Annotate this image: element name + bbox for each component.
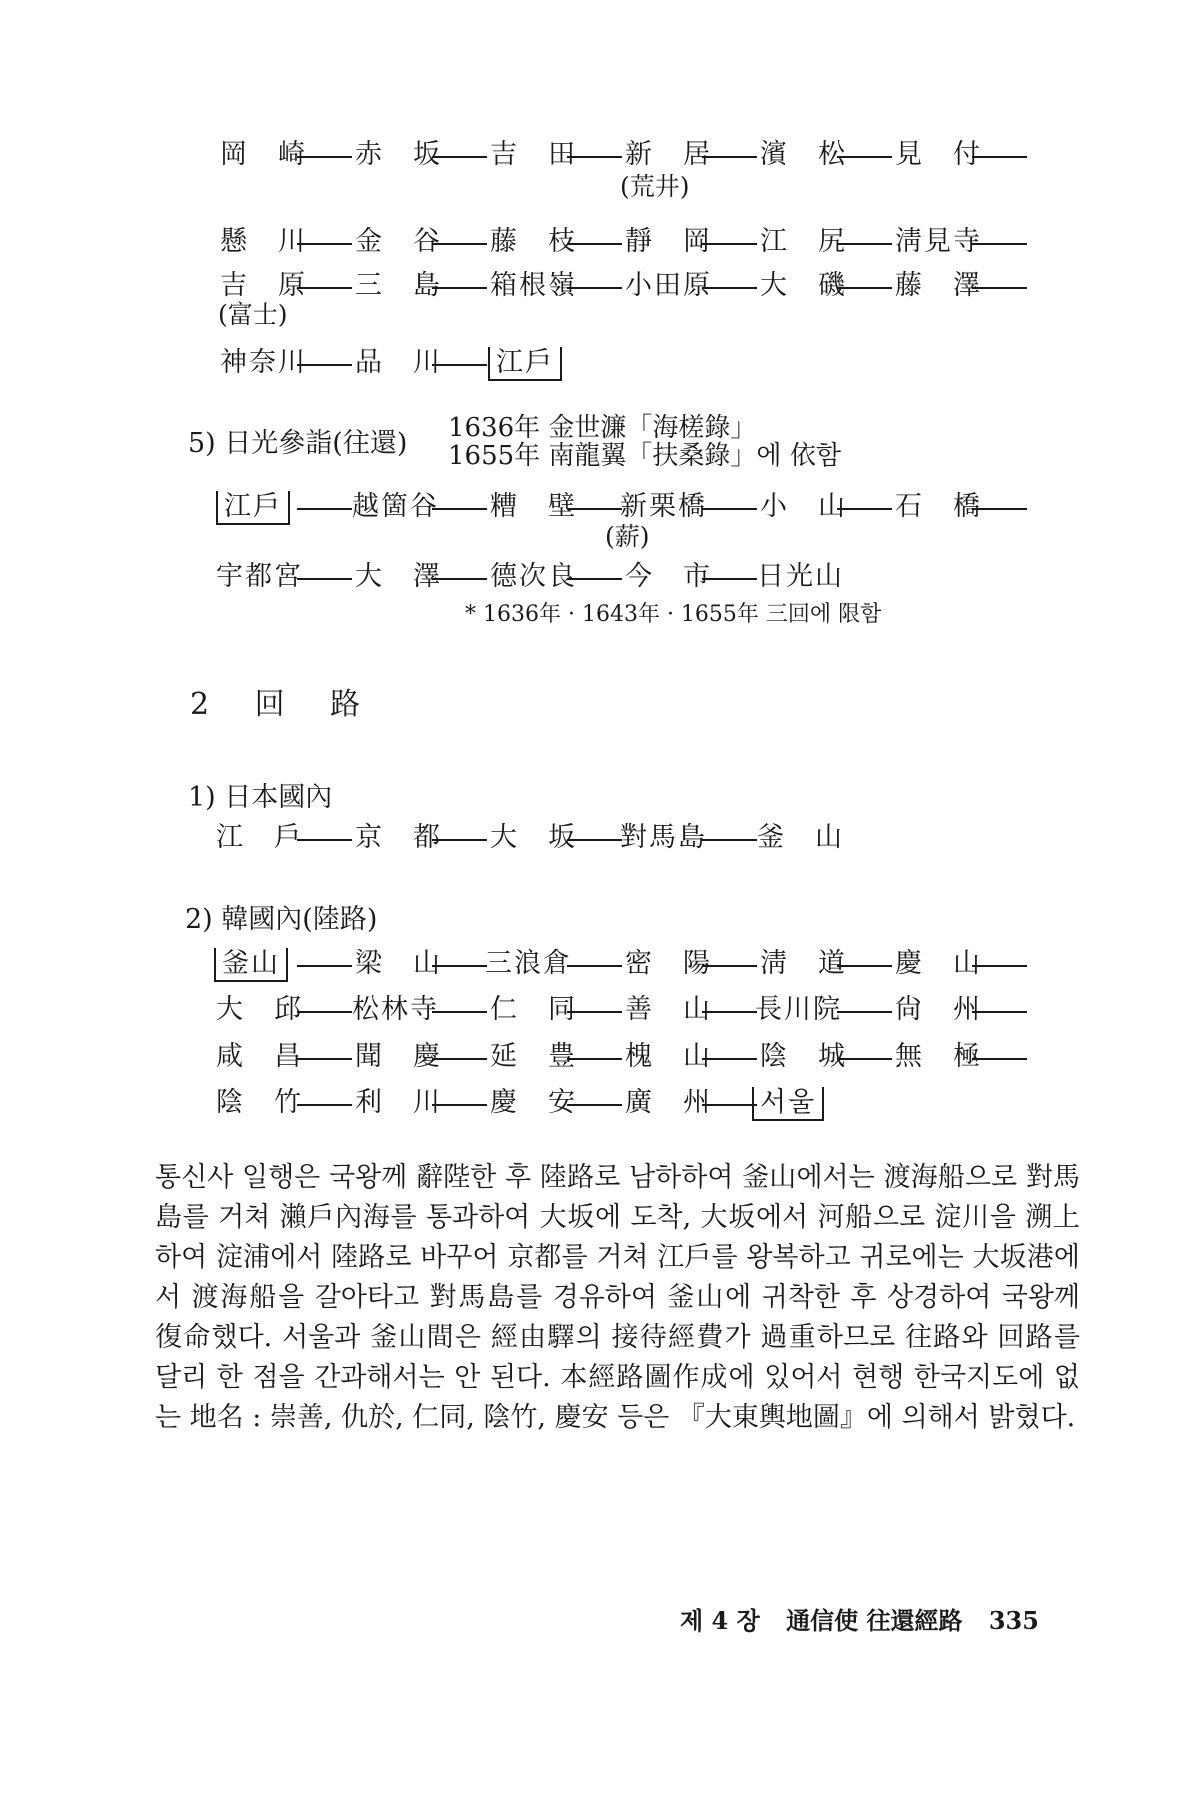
- place-name: 密 陽: [625, 948, 712, 979]
- route-dash: [567, 156, 622, 158]
- place-name: 越箇谷: [352, 491, 439, 522]
- place-name: 小田原: [625, 270, 712, 301]
- route-dash: [567, 1104, 622, 1106]
- route-dash: [567, 578, 622, 580]
- place-name: 吉 原: [220, 270, 307, 301]
- route-dash: [567, 965, 622, 967]
- route-line: [0, 266, 1200, 306]
- route-dash: [567, 839, 622, 841]
- route-dash: [297, 508, 352, 510]
- place-name: 藤 澤: [895, 270, 982, 301]
- route-line: [0, 222, 1200, 262]
- route-dash: [567, 1058, 622, 1060]
- place-name: 懸 川: [220, 226, 307, 257]
- route-dash: [432, 1011, 487, 1013]
- place-name: 京 都: [355, 822, 442, 853]
- route-dash: [432, 287, 487, 289]
- footnote: * 1636年 · 1643年 · 1655年 三回에 限함: [465, 602, 882, 627]
- place-name: 陰 竹: [216, 1087, 303, 1118]
- place-name: 槐 山: [625, 1041, 712, 1072]
- route-dash: [567, 508, 622, 510]
- route-dash: [702, 839, 757, 841]
- subsection-label: 2) 韓國內(陸路): [185, 904, 378, 935]
- route-dash: [297, 243, 352, 245]
- place-name: 見 付: [895, 139, 982, 170]
- route-dash: [297, 287, 352, 289]
- place-name: 淸 道: [760, 948, 847, 979]
- place-name: 廣 州: [625, 1087, 712, 1118]
- route-dash: [567, 243, 622, 245]
- route-dash: [837, 287, 892, 289]
- route-line: [0, 135, 1200, 175]
- route-dash: [567, 1011, 622, 1013]
- route-dash: [972, 965, 1027, 967]
- place-name: 金 谷: [355, 226, 442, 257]
- place-name: 神奈川: [220, 347, 307, 378]
- place-name: 慶 山: [895, 948, 982, 979]
- route-line: [0, 557, 1200, 597]
- place-name-boxed: 江戶: [216, 487, 290, 527]
- route-dash: [432, 508, 487, 510]
- route-dash: [702, 1011, 757, 1013]
- place-name: 江 戶: [216, 822, 303, 853]
- place-name: 宇都宮: [216, 561, 303, 592]
- place-name: 梁 山: [355, 948, 442, 979]
- route-dash: [702, 508, 757, 510]
- route-dash: [432, 578, 487, 580]
- route-dash: [972, 156, 1027, 158]
- place-name: 新 居: [625, 139, 712, 170]
- route-dash: [837, 1058, 892, 1060]
- route-dash: [702, 578, 757, 580]
- place-name: 新栗橋: [620, 491, 707, 522]
- place-name-boxed: 江戶: [488, 343, 562, 383]
- route-line: [0, 487, 1200, 527]
- route-dash: [702, 1058, 757, 1060]
- route-dash: [972, 287, 1027, 289]
- route-dash: [837, 243, 892, 245]
- source-reference: 1655年 南龍翼「扶桑錄」에 依함: [448, 441, 841, 471]
- place-name-boxed: 釜山: [214, 944, 288, 984]
- route-dash: [432, 1104, 487, 1106]
- route-line: [0, 343, 1200, 383]
- route-dash: [297, 578, 352, 580]
- place-name: 大 磯: [760, 270, 847, 301]
- chapter-label: 제 4 장: [680, 1606, 760, 1635]
- route-line: [0, 818, 1200, 858]
- route-dash: [837, 965, 892, 967]
- route-dash: [837, 1011, 892, 1013]
- body-paragraph: 통신사 일행은 국왕께 辭陛한 후 陸路로 남하하여 釜山에서는 渡海船으로 對馬島를 거쳐 瀨戶內海를 통과하여 大坂에 도착, 大坂에서 河船으로 淀川을 溯上하여 淀浦에서 陸路로 바꾸어 京都를 거쳐 江戶를 왕복하고 귀로에는 大坂港에서 渡海船을 갈아타고 對馬島를 경유하여 釜山에 귀착한 후 상경하여 국왕께 復命했다. 서울과 釜山間은 經由驛의 接待經費가 過重하므로 往路와 回路를 달리 한 점을 간과해서는 안 된다. 本經路圖作成에 있어서 현행 한국지도에 없는 地名 : 崇善, 仇於, 仁同, 陰竹, 慶安 등은 『大東輿地圖』에 의해서 밝혔다.: [155, 1162, 1080, 1433]
- place-name: 石 橋: [895, 491, 982, 522]
- route-dash: [702, 243, 757, 245]
- place-name: 江 尻: [760, 226, 847, 257]
- place-alt-name: (荒井): [620, 172, 690, 201]
- place-alt-name: (薪): [605, 522, 650, 551]
- place-name: 德次良: [490, 561, 577, 592]
- place-name: 松林寺: [352, 994, 439, 1025]
- source-reference: 1636年 金世濂「海槎錄」: [448, 413, 757, 443]
- place-name: 糟 壁: [490, 491, 577, 522]
- place-name: 吉 田: [490, 139, 577, 170]
- route-dash: [297, 1011, 352, 1013]
- place-name: 陰 城: [760, 1041, 847, 1072]
- page-number: 335: [988, 1606, 1039, 1635]
- place-name: 今 市: [625, 561, 712, 592]
- route-dash: [297, 1104, 352, 1106]
- page-footer: [680, 1605, 1057, 1637]
- place-name: 善 山: [625, 994, 712, 1025]
- place-alt-name: (富士): [218, 300, 288, 329]
- subsection-label: 5) 日光參詣(往還): [188, 428, 408, 459]
- route-dash: [837, 156, 892, 158]
- place-name: 淸見寺: [895, 226, 982, 257]
- place-name: 品 川: [355, 347, 442, 378]
- place-name: 咸 昌: [216, 1041, 303, 1072]
- place-name: 利 川: [355, 1087, 442, 1118]
- place-name: 仁 同: [490, 994, 577, 1025]
- place-name: 尙 州: [895, 994, 982, 1025]
- chapter-title: 通信使 往還經路: [786, 1606, 963, 1635]
- place-name: 日光山: [757, 561, 844, 592]
- route-dash: [972, 1058, 1027, 1060]
- route-dash: [702, 1104, 757, 1106]
- route-dash: [972, 508, 1027, 510]
- route-line: [0, 1083, 1200, 1123]
- route-dash: [702, 965, 757, 967]
- route-dash: [972, 243, 1027, 245]
- route-dash: [432, 243, 487, 245]
- route-dash: [297, 839, 352, 841]
- place-name: 無 極: [895, 1041, 982, 1072]
- route-dash: [567, 287, 622, 289]
- route-dash: [702, 287, 757, 289]
- place-name: 長川院: [755, 994, 842, 1025]
- route-dash: [297, 965, 352, 967]
- place-name: 箱根嶺: [490, 270, 577, 301]
- place-name: 岡 崎: [220, 139, 307, 170]
- route-line: [0, 1037, 1200, 1077]
- place-name: 藤 枝: [490, 226, 577, 257]
- place-name: 三 島: [355, 270, 442, 301]
- place-name: 大 坂: [490, 822, 577, 853]
- route-dash: [432, 364, 487, 366]
- place-name: 大 邱: [216, 994, 303, 1025]
- place-name: 三浪倉: [485, 948, 572, 979]
- place-name: 聞 慶: [355, 1041, 442, 1072]
- route-dash: [297, 1058, 352, 1060]
- place-name: 濱 松: [760, 139, 847, 170]
- route-dash: [432, 839, 487, 841]
- section-title: 2 回 路: [190, 687, 379, 722]
- place-name: 釜 山: [757, 822, 844, 853]
- route-line: [0, 944, 1200, 984]
- place-name: 慶 安: [490, 1087, 577, 1118]
- place-name: 大 澤: [355, 561, 442, 592]
- route-dash: [702, 156, 757, 158]
- route-dash: [432, 156, 487, 158]
- place-name: 對馬島: [620, 822, 707, 853]
- route-line: [0, 990, 1200, 1030]
- place-name: 延 豊: [490, 1041, 577, 1072]
- place-name: 靜 岡: [625, 226, 712, 257]
- route-dash: [432, 1058, 487, 1060]
- route-dash: [297, 364, 352, 366]
- place-name: 赤 坂: [355, 139, 442, 170]
- place-name-boxed: 서울: [752, 1083, 824, 1123]
- route-dash: [432, 965, 487, 967]
- subsection-label: 1) 日本國內: [188, 782, 333, 813]
- place-name: 小 山: [760, 491, 847, 522]
- route-dash: [972, 1011, 1027, 1013]
- route-dash: [837, 508, 892, 510]
- route-dash: [297, 156, 352, 158]
